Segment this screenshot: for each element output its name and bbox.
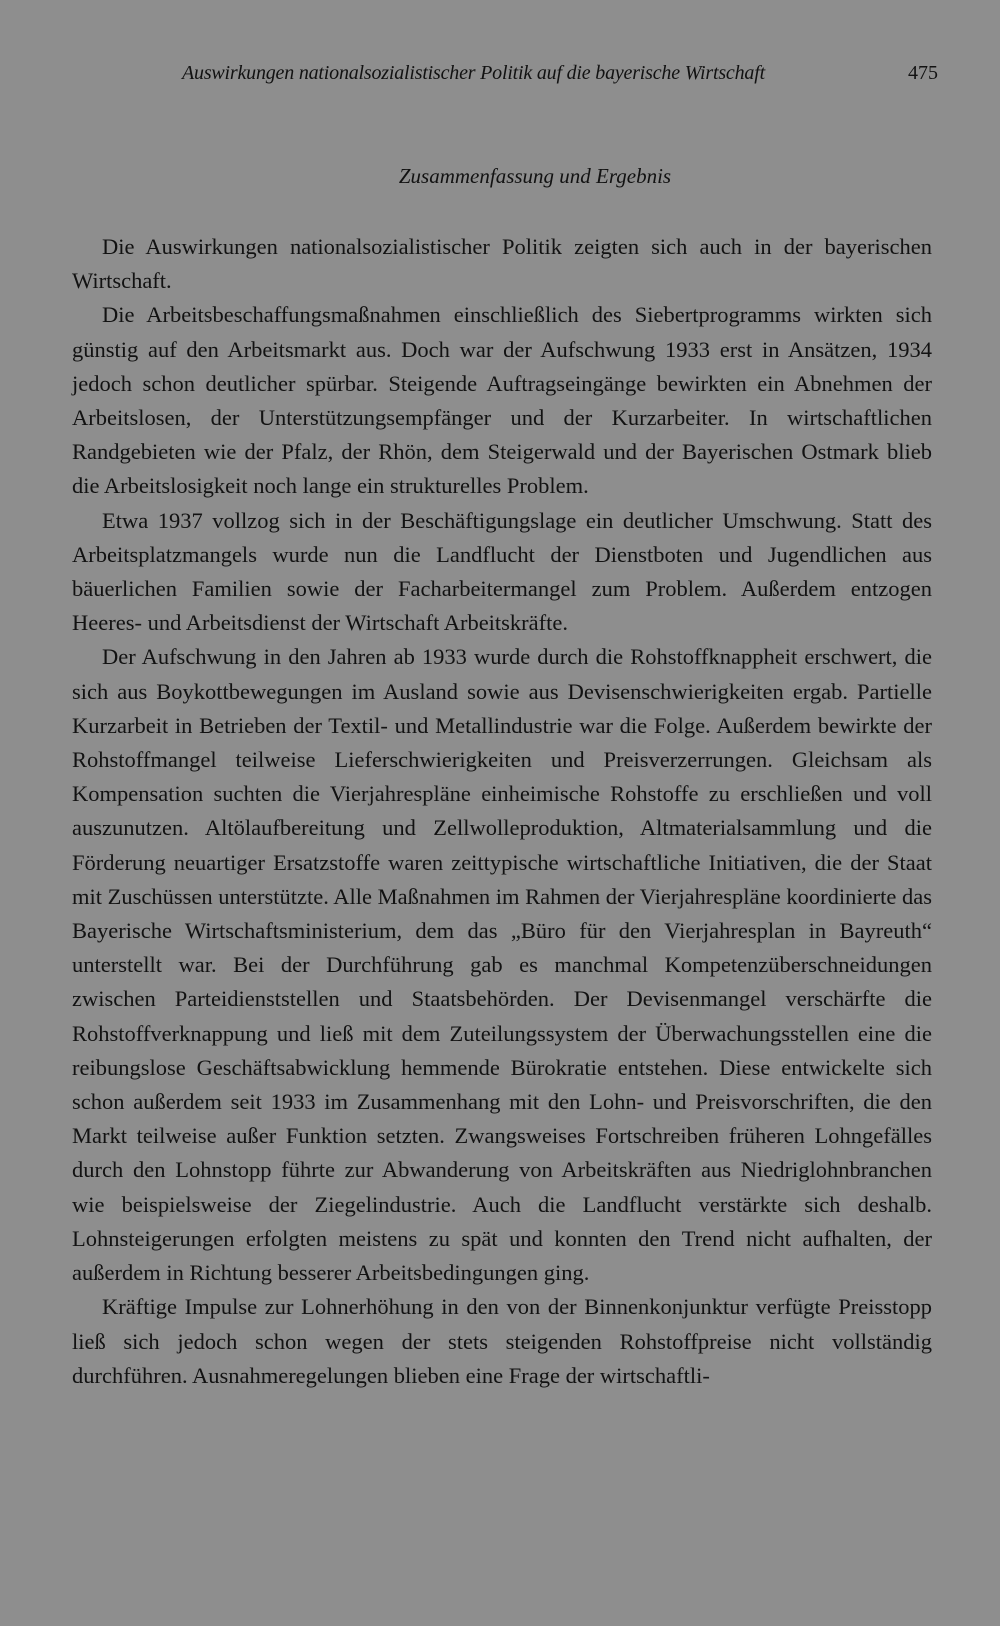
paragraph: Die Auswirkungen nationalsozialistischer Politik zeigten sich auch in der bayerischen Wirtschaft. — [72, 234, 932, 294]
paragraph: Etwa 1937 vollzog sich in der Beschäftigungslage ein deutlicher Umschwung. Statt des Arbeitsplatzmangels wurde nun die Landflucht der Dienstboten und Jugendlichen aus bäuerlichen Familien sowie der Facharbeitermangel zum Problem. Außerdem entzogen Heeres- und Arbeitsdienst der Wirtschaft Arbeitskräfte. — [72, 507, 932, 636]
paragraph: Kräftige Impulse zur Lohnerhöhung in den von der Binnenkonjunktur verfügte Preisstopp ließ sich jedoch schon wegen der stets steigenden Rohstoffpreise nicht vollständig durchführen. Ausnahmeregelungen blieben eine Frage der wirtschaftli- — [72, 1294, 932, 1388]
body-text — [72, 230, 932, 1393]
running-head: Auswirkungen nationalsozialistischer Politik auf die bayerische Wirtschaft — [182, 62, 765, 84]
paragraph: Der Aufschwung in den Jahren ab 1933 wurde durch die Rohstoffknappheit erschwert, die sich aus Boykottbewegungen im Ausland sowie aus Devisenschwierigkeiten ergab. Partielle Kurzarbeit in Betrieben der Textil- und Metallindustrie war die Folge. Außerdem bewirkte der Rohstoffmangel teilweise Lieferschwierigkeiten und Preisverzerrungen. Gleichsam als Kompensation suchten die Vierjahrespläne einheimische Rohstoffe zu erschließen und voll auszunutzen. Altölaufbereitung und Zellwolleproduktion, Altmaterialsammlung und die Förderung neuartiger Ersatzstoffe waren zeittypische wirtschaftliche Initiativen, die der Staat mit Zuschüssen unterstützte. Alle Maßnahmen im Rahmen der Vierjahrespläne koordinierte das Bayerische Wirtschaftsministerium, dem das „Büro für den Vierjahresplan in Bayreuth“ unterstellt war. Bei der Durchführung gab es manchmal Kompetenzüberschneidungen zwischen Parteidienststellen und Staatsbehörden. Der Devisenmangel verschärfte die Rohstoffverknappung und ließ mit dem Zuteilungssystem der Überwachungsstellen eine die reibungslose Geschäftsabwicklung hemmende Bürokratie entstehen. Diese entwickelte sich schon außerdem seit 1933 im Zusammenhang mit den Lohn- und Preisvorschriften, die den Markt teilweise außer Funktion setzten. Zwangsweises Fortschreiben früheren Lohngefälles durch den Lohnstopp führte zur Abwanderung von Arbeitskräften aus Niedriglohnbranchen wie beispielsweise der Ziegelindustrie. Auch die Landflucht verstärkte sich deshalb. Lohnsteigerungen erfolgten meistens zu spät und konnten den Trend nicht aufhalten, der außerdem in Richtung besserer Arbeitsbedingungen ging. — [72, 644, 932, 1286]
paragraph: Die Arbeitsbeschaffungsmaßnahmen einschließlich des Siebertprogramms wirkten sich günstig auf den Arbeitsmarkt aus. Doch war der Aufschwung 1933 erst in Ansätzen, 1934 jedoch schon deutlicher spürbar. Steigende Auftragseingänge bewirkten ein Abnehmen der Arbeitslosen, der Unterstützungsempfänger und der Kurzarbeiter. In wirtschaftlichen Randgebieten wie der Pfalz, der Rhön, dem Steigerwald und der Bayerischen Ostmark blieb die Arbeitslosigkeit noch lange ein strukturelles Problem. — [72, 302, 932, 499]
page-number: 475 — [908, 62, 938, 84]
section-title: Zusammenfassung und Ergebnis — [398, 164, 672, 188]
